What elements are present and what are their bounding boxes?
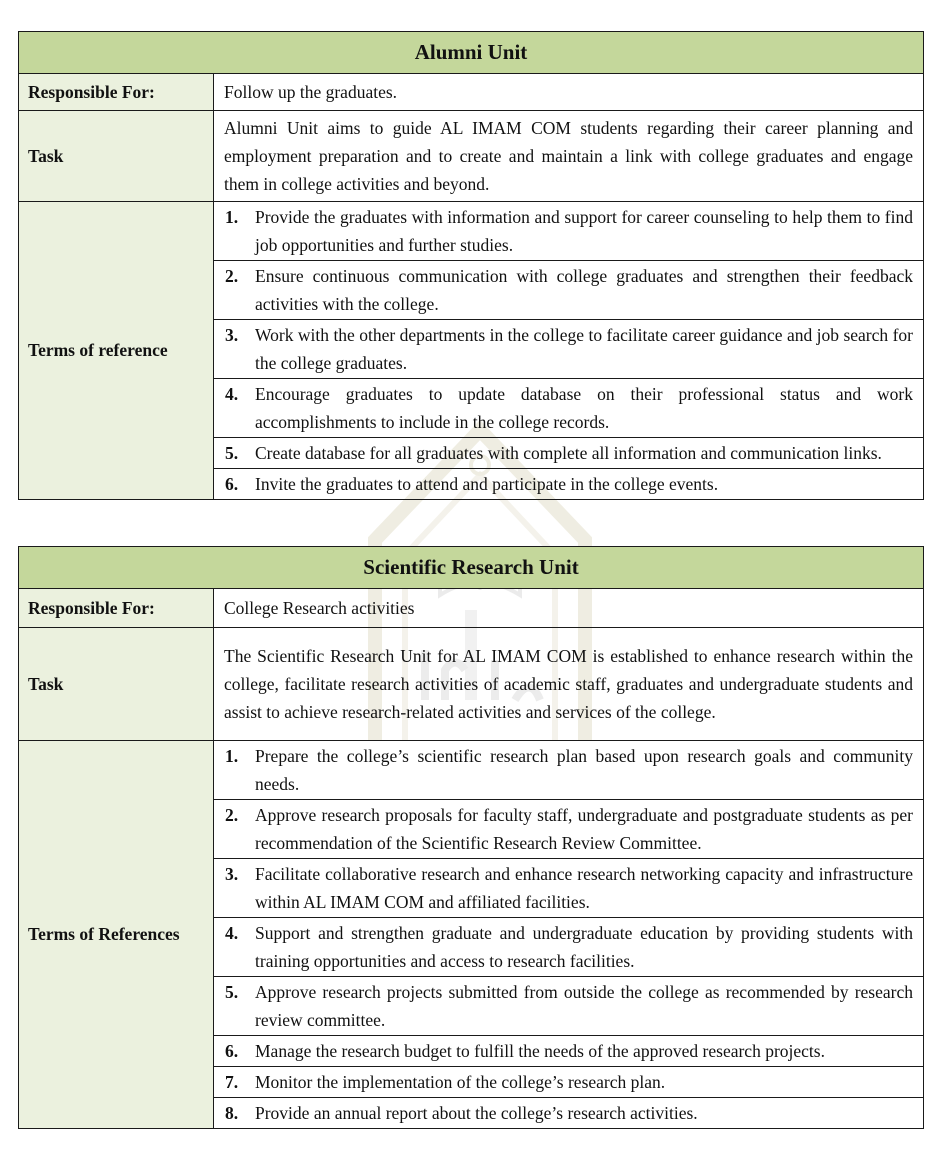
- term-text: Encourage graduates to update database on their professional status and work accomplishments to include in the college records.: [255, 384, 913, 432]
- term-number: 7.: [225, 1072, 239, 1092]
- research-terms-label: Terms of References: [19, 741, 214, 1129]
- term-text: Support and strengthen graduate and undergraduate education by providing students with training opportunities and access to research facilities.: [255, 923, 913, 971]
- research-term-item: [214, 977, 924, 1036]
- alumni-unit-title: Alumni Unit: [19, 32, 924, 74]
- alumni-task-value: Alumni Unit aims to guide AL IMAM COM students regarding their career planning and employment preparation and to create and maintain a link with college graduates and engage them in college activities and beyond.: [214, 111, 924, 202]
- term-text: Monitor the implementation of the college’s research plan.: [255, 1072, 666, 1092]
- research-term-item: [214, 1067, 924, 1098]
- research-term-item: [214, 859, 924, 918]
- term-number: 2.: [225, 805, 239, 825]
- research-term-item: [214, 918, 924, 977]
- alumni-term-item: [214, 379, 924, 438]
- term-number: 4.: [225, 923, 239, 943]
- alumni-unit-table: [18, 31, 924, 500]
- alumni-responsible-label: Responsible For:: [19, 74, 214, 111]
- alumni-task-label: Task: [19, 111, 214, 202]
- term-number: 8.: [225, 1103, 239, 1123]
- term-number: 6.: [225, 1041, 239, 1061]
- term-text: Create database for all graduates with complete all information and communication links.: [255, 443, 882, 463]
- research-unit-table: [18, 546, 924, 1129]
- research-responsible-label: Responsible For:: [19, 589, 214, 628]
- research-term-item: [214, 1036, 924, 1067]
- term-text: Work with the other departments in the college to facilitate career guidance and job search for the college graduates.: [255, 325, 913, 373]
- research-task-value: The Scientific Research Unit for AL IMAM COM is established to enhance research within the college, facilitate research activities of academic staff, graduates and undergraduate students and assist to achieve research-related activities and services of the college.: [214, 628, 924, 741]
- term-number: 1.: [225, 746, 239, 766]
- term-text: Provide an annual report about the college’s research activities.: [255, 1103, 698, 1123]
- research-term-item: [214, 1098, 924, 1129]
- alumni-term-item: [214, 469, 924, 500]
- research-term-item: [214, 741, 924, 800]
- term-text: Facilitate collaborative research and enhance research networking capacity and infrastructure within AL IMAM COM and affiliated facilities.: [255, 864, 913, 912]
- alumni-term-item: [214, 261, 924, 320]
- term-number: 3.: [225, 864, 239, 884]
- term-text: Manage the research budget to fulfill the needs of the approved research projects.: [255, 1041, 825, 1061]
- term-number: 2.: [225, 266, 239, 286]
- term-text: Provide the graduates with information and support for career counseling to help them to find job opportunities and further studies.: [255, 207, 913, 255]
- term-number: 1.: [225, 207, 239, 227]
- term-number: 3.: [225, 325, 239, 345]
- research-task-label: Task: [19, 628, 214, 741]
- term-number: 5.: [225, 443, 239, 463]
- term-text: Approve research projects submitted from outside the college as recommended by research review committee.: [255, 982, 913, 1030]
- term-text: Invite the graduates to attend and participate in the college events.: [255, 474, 719, 494]
- term-text: Approve research proposals for faculty staff, undergraduate and postgraduate students as per recommendation of the Scientific Research Review Committee.: [255, 805, 913, 853]
- alumni-term-item: [214, 202, 924, 261]
- term-number: 4.: [225, 384, 239, 404]
- alumni-term-item: [214, 320, 924, 379]
- term-number: 6.: [225, 474, 239, 494]
- alumni-responsible-value: Follow up the graduates.: [214, 74, 924, 111]
- term-text: Prepare the college’s scientific research plan based upon research goals and community needs.: [255, 746, 913, 794]
- research-unit-title: Scientific Research Unit: [19, 547, 924, 589]
- alumni-term-item: [214, 438, 924, 469]
- term-text: Ensure continuous communication with college graduates and strengthen their feedback activities with the college.: [255, 266, 913, 314]
- research-term-item: [214, 800, 924, 859]
- term-number: 5.: [225, 982, 239, 1002]
- research-responsible-value: College Research activities: [214, 589, 924, 628]
- alumni-terms-label: Terms of reference: [19, 202, 214, 500]
